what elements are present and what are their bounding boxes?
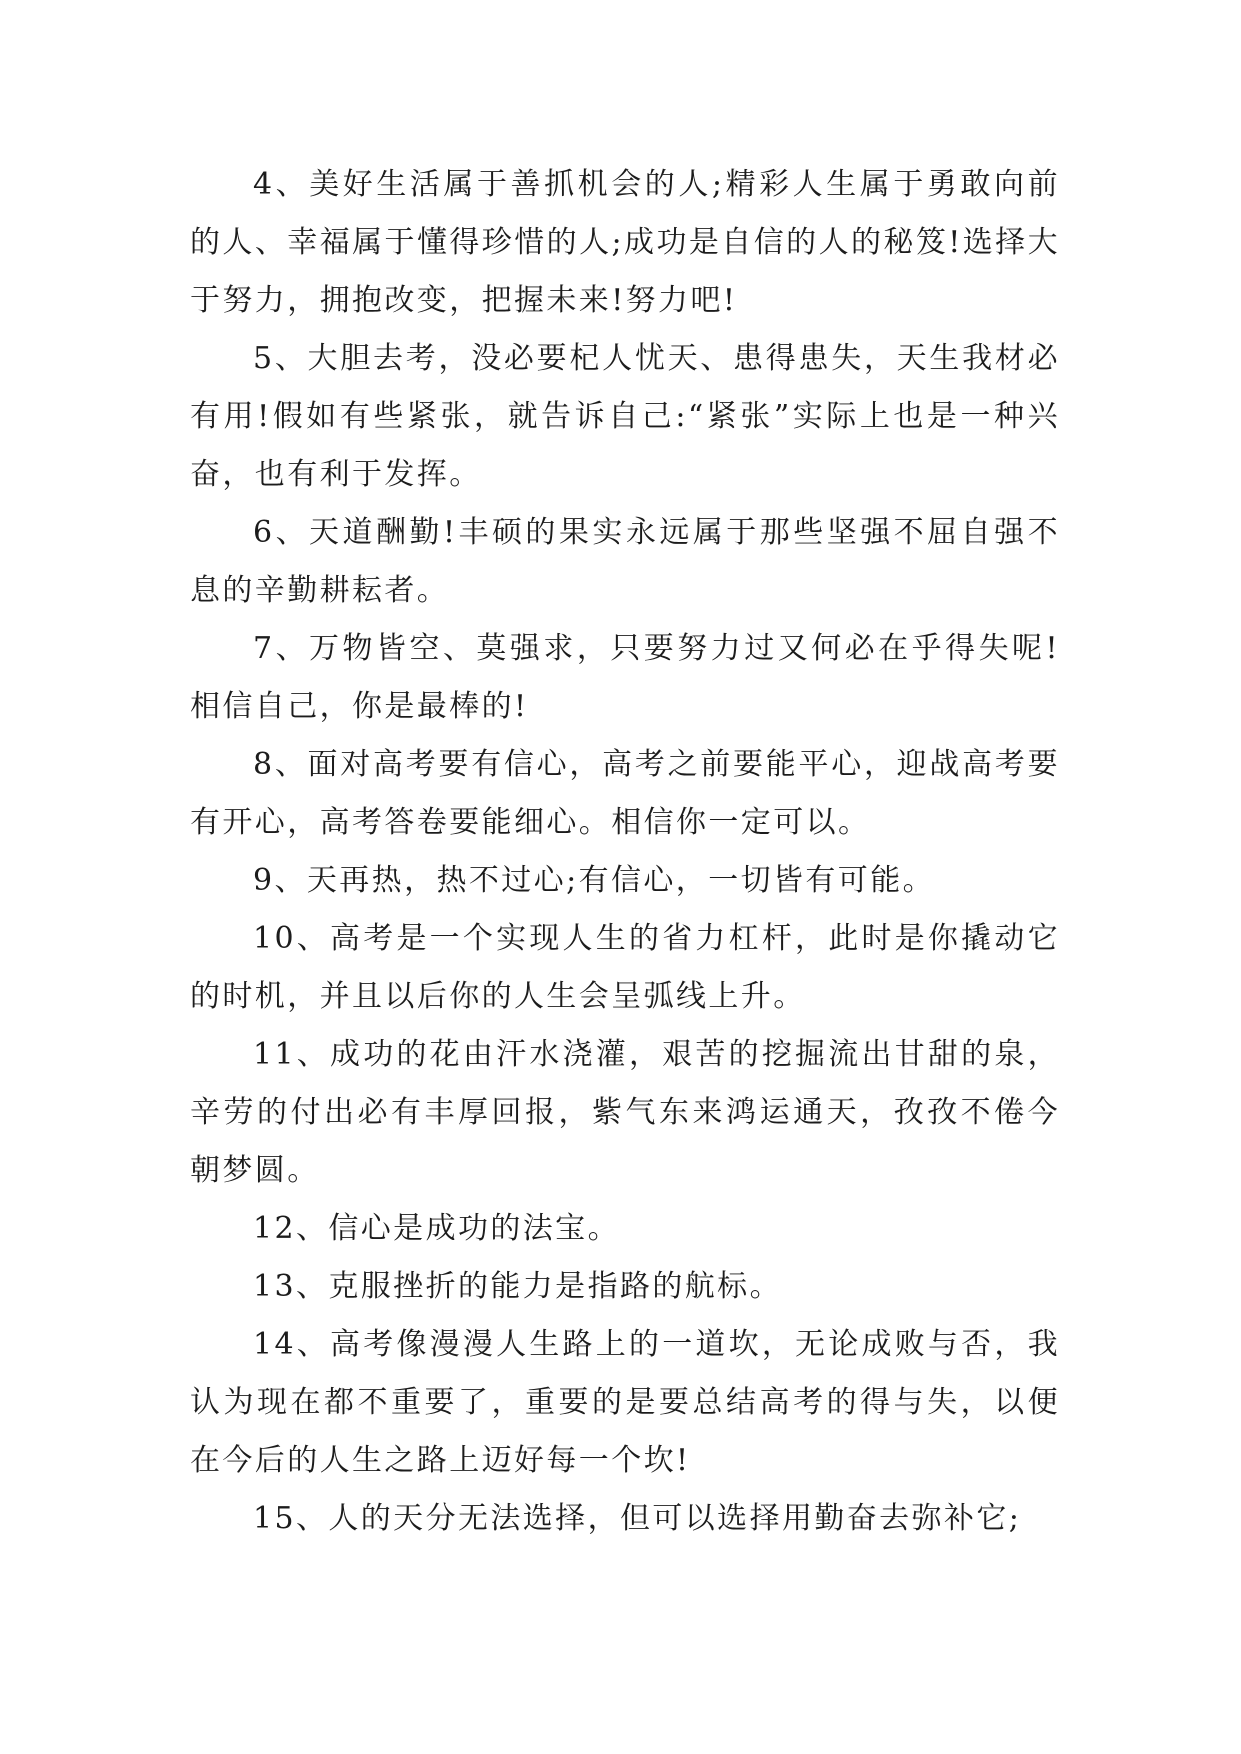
paragraph-7: 7、万物皆空、莫强求，只要努力过又何必在乎得失呢!相信自己，你是最棒的! — [190, 631, 1060, 724]
paragraph-11: 11、成功的花由汗水浇灌，艰苦的挖掘流出甘甜的泉，辛劳的付出必有丰厚回报，紫气东来鸿运通天，孜孜不倦今朝梦圆。 — [190, 1037, 1060, 1188]
paragraph-4: 4、美好生活属于善抓机会的人;精彩人生属于勇敢向前的人、幸福属于懂得珍惜的人;成功是自信的人的秘笈!选择大于努力，拥抱改变，把握未来!努力吧! — [190, 167, 1060, 318]
paragraph-13: 13、克服挫折的能力是指路的航标。 — [253, 1269, 782, 1304]
paragraph-14: 14、高考像漫漫人生路上的一道坎，无论成败与否，我认为现在都不重要了，重要的是要总结高考的得与失，以便在今后的人生之路上迈好每一个坎! — [190, 1327, 1060, 1478]
paragraph-12: 12、信心是成功的法宝。 — [253, 1211, 620, 1246]
document-body — [190, 156, 1060, 1548]
paragraph-9: 9、天再热，热不过心;有信心，一切皆有可能。 — [253, 863, 935, 898]
paragraph-8: 8、面对高考要有信心，高考之前要能平心，迎战高考要有开心，高考答卷要能细心。相信你一定可以。 — [190, 747, 1060, 840]
paragraph-15: 15、人的天分无法选择，但可以选择用勤奋去弥补它; — [253, 1501, 1022, 1536]
paragraph-10: 10、高考是一个实现人生的省力杠杆，此时是你撬动它的时机，并且以后你的人生会呈弧线上升。 — [190, 921, 1060, 1014]
paragraph-5: 5、大胆去考，没必要杞人忧天、患得患失，天生我材必有用!假如有些紧张，就告诉自己:“紧张”实际上也是一种兴奋，也有利于发挥。 — [190, 341, 1060, 492]
paragraph-6: 6、天道酬勤!丰硕的果实永远属于那些坚强不屈自强不息的辛勤耕耘者。 — [190, 515, 1060, 608]
